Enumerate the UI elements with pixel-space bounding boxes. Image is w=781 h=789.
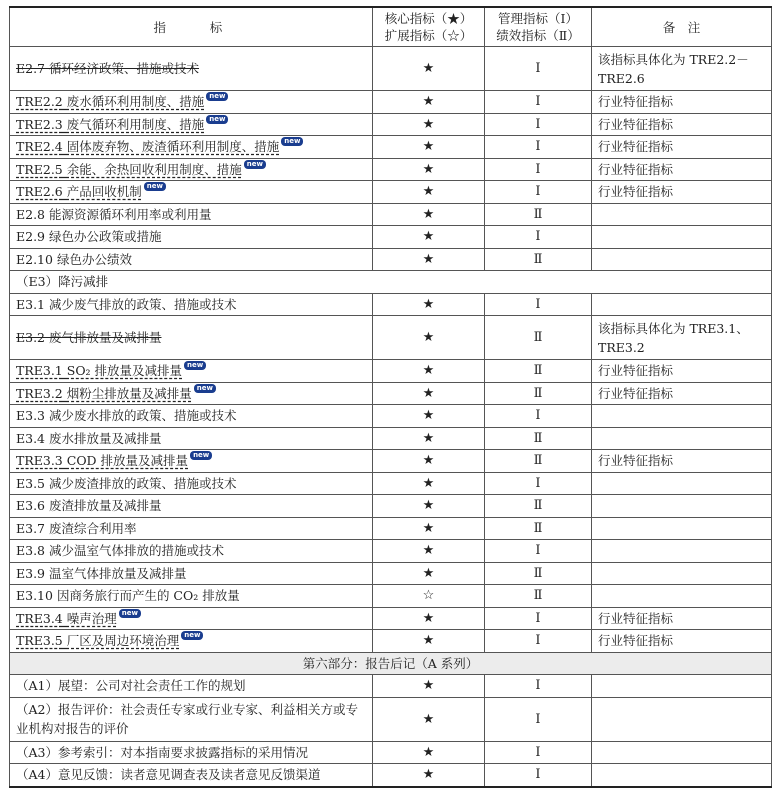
indicator-cell <box>10 540 373 563</box>
table-row <box>10 113 772 136</box>
indicator-name: 因商务旅行而产生的 CO₂ 排放量 <box>56 588 240 604</box>
new-badge: new <box>144 182 166 191</box>
indicator-code: TRE3.4 <box>16 610 63 626</box>
part-title: 第六部分：报告后记（A 系列） <box>10 652 772 675</box>
note-cell: 行业特征指标 <box>592 91 772 114</box>
note-cell <box>592 517 772 540</box>
section-row <box>10 271 772 294</box>
table-row <box>10 450 772 473</box>
indicator-code: （A2） <box>16 702 58 717</box>
indicator-text <box>16 611 117 626</box>
mgmt-cell: Ⅰ <box>485 472 592 495</box>
indicator-name: 废气排放量及减排量 <box>49 330 162 345</box>
indicator-name: 废渣排放量及减排量 <box>49 498 162 514</box>
mgmt-cell: Ⅰ <box>485 113 592 136</box>
core-cell: ★ <box>373 293 485 316</box>
indicator-name: SO₂ 排放量及减排量 <box>66 363 183 379</box>
indicator-code: E3.4 <box>16 430 46 446</box>
new-badge: new <box>281 137 303 146</box>
indicator-code: E3.3 <box>16 408 46 424</box>
header-mgmt-line1: 管理指标（Ⅰ） <box>498 11 578 26</box>
note-cell <box>592 675 772 698</box>
indicator-code: E2.10 <box>16 251 53 267</box>
new-badge: new <box>206 115 228 124</box>
header-core-line2: 扩展指标（☆） <box>384 28 473 43</box>
mgmt-cell: Ⅰ <box>485 47 592 91</box>
note-cell <box>592 226 772 249</box>
mgmt-cell: Ⅰ <box>485 675 592 698</box>
table-row <box>10 382 772 405</box>
new-badge: new <box>194 384 216 393</box>
core-cell: ★ <box>373 517 485 540</box>
indicator-cell <box>10 607 373 630</box>
note-cell <box>592 248 772 271</box>
indicator-name: 烟粉尘排放量及减排量 <box>66 385 192 401</box>
indicator-cell <box>10 630 373 653</box>
note-cell: 行业特征指标 <box>592 607 772 630</box>
new-badge: new <box>119 609 141 618</box>
new-badge: new <box>244 160 266 169</box>
header-note: 备 注 <box>592 7 772 47</box>
mgmt-cell: Ⅰ <box>485 630 592 653</box>
indicator-cell <box>10 203 373 226</box>
mgmt-cell: Ⅱ <box>485 203 592 226</box>
indicator-code: TRE3.3 <box>16 453 63 469</box>
part-row <box>10 652 772 675</box>
indicator-name: 固体废弃物、废渣循环利用制度、措施 <box>66 139 280 155</box>
note-cell <box>592 562 772 585</box>
indicator-cell <box>10 675 373 698</box>
table-row <box>10 697 772 741</box>
indicator-cell <box>10 764 373 787</box>
table-row <box>10 405 772 428</box>
indicator-text <box>16 162 242 177</box>
core-cell: ★ <box>373 136 485 159</box>
table-header <box>10 7 772 47</box>
indicator-cell <box>10 136 373 159</box>
indicator-text <box>16 633 179 648</box>
indicator-code: （A4） <box>16 767 58 783</box>
indicator-name: 废水排放量及减排量 <box>49 430 162 446</box>
core-cell: ★ <box>373 47 485 91</box>
mgmt-cell: Ⅱ <box>485 562 592 585</box>
note-cell <box>592 741 772 764</box>
note-cell: 行业特征指标 <box>592 450 772 473</box>
mgmt-cell: Ⅰ <box>485 697 592 741</box>
note-cell <box>592 585 772 608</box>
mgmt-cell: Ⅰ <box>485 540 592 563</box>
core-cell: ★ <box>373 675 485 698</box>
table-row <box>10 741 772 764</box>
indicator-name: 参考索引：对本指南要求披露指标的采用情况 <box>57 744 308 760</box>
indicator-cell <box>10 181 373 204</box>
indicator-cell <box>10 293 373 316</box>
core-cell: ★ <box>373 113 485 136</box>
indicator-code: E3.5 <box>16 475 46 491</box>
indicator-code: E3.10 <box>16 588 53 604</box>
indicator-name: 绿色办公绩效 <box>56 251 132 267</box>
table-row <box>10 158 772 181</box>
mgmt-cell: Ⅱ <box>485 450 592 473</box>
mgmt-cell: Ⅱ <box>485 248 592 271</box>
note-cell: 行业特征指标 <box>592 136 772 159</box>
new-badge: new <box>184 361 206 370</box>
note-cell: 行业特征指标 <box>592 113 772 136</box>
core-cell: ★ <box>373 158 485 181</box>
table-row <box>10 585 772 608</box>
mgmt-cell: Ⅰ <box>485 136 592 159</box>
mgmt-cell: Ⅰ <box>485 158 592 181</box>
core-cell: ★ <box>373 91 485 114</box>
core-cell: ★ <box>373 203 485 226</box>
table-row <box>10 427 772 450</box>
table-row <box>10 203 772 226</box>
indicator-code: TRE2.4 <box>16 139 63 155</box>
table-row <box>10 181 772 204</box>
indicator-name: 废水循环利用制度、措施 <box>66 94 205 110</box>
indicator-text <box>16 453 188 468</box>
indicator-code: E3.9 <box>16 565 46 581</box>
table-row <box>10 472 772 495</box>
mgmt-cell: Ⅱ <box>485 427 592 450</box>
section-title: （E3）降污减排 <box>10 271 772 294</box>
indicator-cell <box>10 472 373 495</box>
indicator-code: TRE3.5 <box>16 633 63 649</box>
note-cell <box>592 540 772 563</box>
mgmt-cell: Ⅰ <box>485 764 592 787</box>
mgmt-cell: Ⅰ <box>485 607 592 630</box>
indicator-name: 减少废渣排放的政策、措施或技术 <box>49 475 237 491</box>
indicator-cell <box>10 47 373 91</box>
note-cell: 行业特征指标 <box>592 158 772 181</box>
indicator-name: 温室气体排放量及减排量 <box>49 565 187 581</box>
indicator-text <box>16 363 182 378</box>
indicator-name: 能源资源循环利用率或利用量 <box>49 206 212 222</box>
note-cell <box>592 697 772 741</box>
core-cell: ★ <box>373 697 485 741</box>
indicator-code: TRE2.2 <box>16 94 63 110</box>
header-mgmt <box>485 7 592 47</box>
core-cell: ★ <box>373 540 485 563</box>
note-cell: 该指标具体化为 TRE2.2－TRE2.6 <box>592 47 772 91</box>
mgmt-cell: Ⅱ <box>485 517 592 540</box>
indicator-name: 意见反馈：读者意见调查表及读者意见反馈渠道 <box>57 767 321 783</box>
indicator-code: TRE2.3 <box>16 116 63 132</box>
indicator-cell <box>10 697 373 741</box>
table-row <box>10 562 772 585</box>
core-cell: ★ <box>373 226 485 249</box>
core-cell: ★ <box>373 450 485 473</box>
table-row <box>10 675 772 698</box>
indicator-name: 循环经济政策、措施或技术 <box>49 61 200 76</box>
mgmt-cell: Ⅱ <box>485 495 592 518</box>
indicator-code: TRE2.5 <box>16 161 63 177</box>
indicator-cell <box>10 495 373 518</box>
core-cell: ★ <box>373 630 485 653</box>
indicator-code: E3.7 <box>16 520 46 536</box>
indicator-cell <box>10 158 373 181</box>
indicator-code: E3.8 <box>16 543 46 559</box>
indicator-name: 报告评价：社会责任专家或行业专家、利益相关方或专业机构对报告的评价 <box>16 702 358 736</box>
note-cell <box>592 764 772 787</box>
header-core <box>373 7 485 47</box>
mgmt-cell: Ⅱ <box>485 316 592 360</box>
table-row <box>10 764 772 787</box>
new-badge: new <box>206 92 228 101</box>
core-cell: ★ <box>373 405 485 428</box>
indicator-cell <box>10 741 373 764</box>
note-cell <box>592 203 772 226</box>
table-row <box>10 630 772 653</box>
indicator-cell <box>10 517 373 540</box>
indicator-cell <box>10 316 373 360</box>
indicator-code: E2.7 <box>16 61 46 76</box>
indicator-name: 减少废气排放的政策、措施或技术 <box>49 296 237 312</box>
mgmt-cell: Ⅱ <box>485 585 592 608</box>
indicator-cell <box>10 248 373 271</box>
indicator-cell <box>10 113 373 136</box>
mgmt-cell: Ⅰ <box>485 405 592 428</box>
note-cell <box>592 495 772 518</box>
mgmt-cell: Ⅱ <box>485 382 592 405</box>
mgmt-cell: Ⅱ <box>485 360 592 383</box>
indicator-name: 噪声治理 <box>66 610 117 626</box>
core-cell: ☆ <box>373 585 485 608</box>
indicator-cell <box>10 360 373 383</box>
indicator-cell <box>10 585 373 608</box>
core-cell: ★ <box>373 741 485 764</box>
indicator-name: 减少温室气体排放的措施或技术 <box>49 543 225 559</box>
note-cell <box>592 472 772 495</box>
indicator-code: （A3） <box>16 744 58 760</box>
indicator-cell <box>10 226 373 249</box>
indicator-code: E3.6 <box>16 498 46 514</box>
note-cell: 行业特征指标 <box>592 382 772 405</box>
indicator-code: E3.1 <box>16 296 46 312</box>
core-cell: ★ <box>373 248 485 271</box>
indicator-text <box>16 139 279 154</box>
core-cell: ★ <box>373 472 485 495</box>
indicator-code: TRE3.1 <box>16 363 63 379</box>
header-indicator: 指 标 <box>10 7 373 47</box>
indicator-name: 厂区及周边环境治理 <box>66 633 180 649</box>
note-cell <box>592 405 772 428</box>
core-cell: ★ <box>373 382 485 405</box>
note-cell <box>592 293 772 316</box>
indicator-name: 产品回收机制 <box>66 184 142 200</box>
core-cell: ★ <box>373 316 485 360</box>
indicator-cell <box>10 427 373 450</box>
indicator-code: E3.2 <box>16 330 46 345</box>
note-cell: 该指标具体化为 TRE3.1、TRE3.2 <box>592 316 772 360</box>
indicator-name: 废渣综合利用率 <box>49 520 137 536</box>
indicator-text <box>16 386 192 401</box>
note-cell: 行业特征指标 <box>592 181 772 204</box>
indicator-name: COD 排放量及减排量 <box>66 453 189 469</box>
core-cell: ★ <box>373 495 485 518</box>
table-row <box>10 360 772 383</box>
indicator-cell <box>10 382 373 405</box>
core-cell: ★ <box>373 181 485 204</box>
indicator-name: 展望：公司对社会责任工作的规划 <box>57 678 246 694</box>
core-cell: ★ <box>373 607 485 630</box>
indicator-name: 余能、余热回收利用制度、措施 <box>66 161 242 177</box>
table-row <box>10 136 772 159</box>
table-row <box>10 495 772 518</box>
core-cell: ★ <box>373 427 485 450</box>
core-cell: ★ <box>373 360 485 383</box>
note-cell: 行业特征指标 <box>592 360 772 383</box>
indicator-name: 减少废水排放的政策、措施或技术 <box>49 408 237 424</box>
indicator-name: 绿色办公政策或措施 <box>49 229 162 245</box>
table-row <box>10 226 772 249</box>
indicator-cell <box>10 450 373 473</box>
mgmt-cell: Ⅰ <box>485 91 592 114</box>
table-row <box>10 47 772 91</box>
table-row <box>10 316 772 360</box>
indicator-text <box>16 94 204 109</box>
new-badge: new <box>190 451 212 460</box>
core-cell: ★ <box>373 562 485 585</box>
table-row <box>10 91 772 114</box>
indicator-cell <box>10 91 373 114</box>
new-badge: new <box>181 631 203 640</box>
indicator-cell <box>10 562 373 585</box>
table-row <box>10 517 772 540</box>
indicator-text <box>16 184 142 199</box>
table-row <box>10 540 772 563</box>
indicator-code: E2.8 <box>16 206 46 222</box>
note-cell: 行业特征指标 <box>592 630 772 653</box>
indicator-code: TRE2.6 <box>16 184 63 200</box>
note-cell <box>592 427 772 450</box>
mgmt-cell: Ⅰ <box>485 181 592 204</box>
mgmt-cell: Ⅰ <box>485 293 592 316</box>
indicator-cell <box>10 405 373 428</box>
header-mgmt-line2: 绩效指标（Ⅱ） <box>496 28 580 43</box>
indicator-name: 废气循环利用制度、措施 <box>66 116 205 132</box>
table-row <box>10 293 772 316</box>
indicator-text <box>16 117 204 132</box>
core-cell: ★ <box>373 764 485 787</box>
mgmt-cell: Ⅰ <box>485 226 592 249</box>
indicator-code: E2.9 <box>16 229 46 245</box>
indicator-table <box>9 6 772 788</box>
table-row <box>10 607 772 630</box>
mgmt-cell: Ⅰ <box>485 741 592 764</box>
indicator-code: TRE3.2 <box>16 385 63 401</box>
table-row <box>10 248 772 271</box>
header-core-line1: 核心指标（★） <box>384 11 473 26</box>
indicator-code: （A1） <box>16 678 58 694</box>
